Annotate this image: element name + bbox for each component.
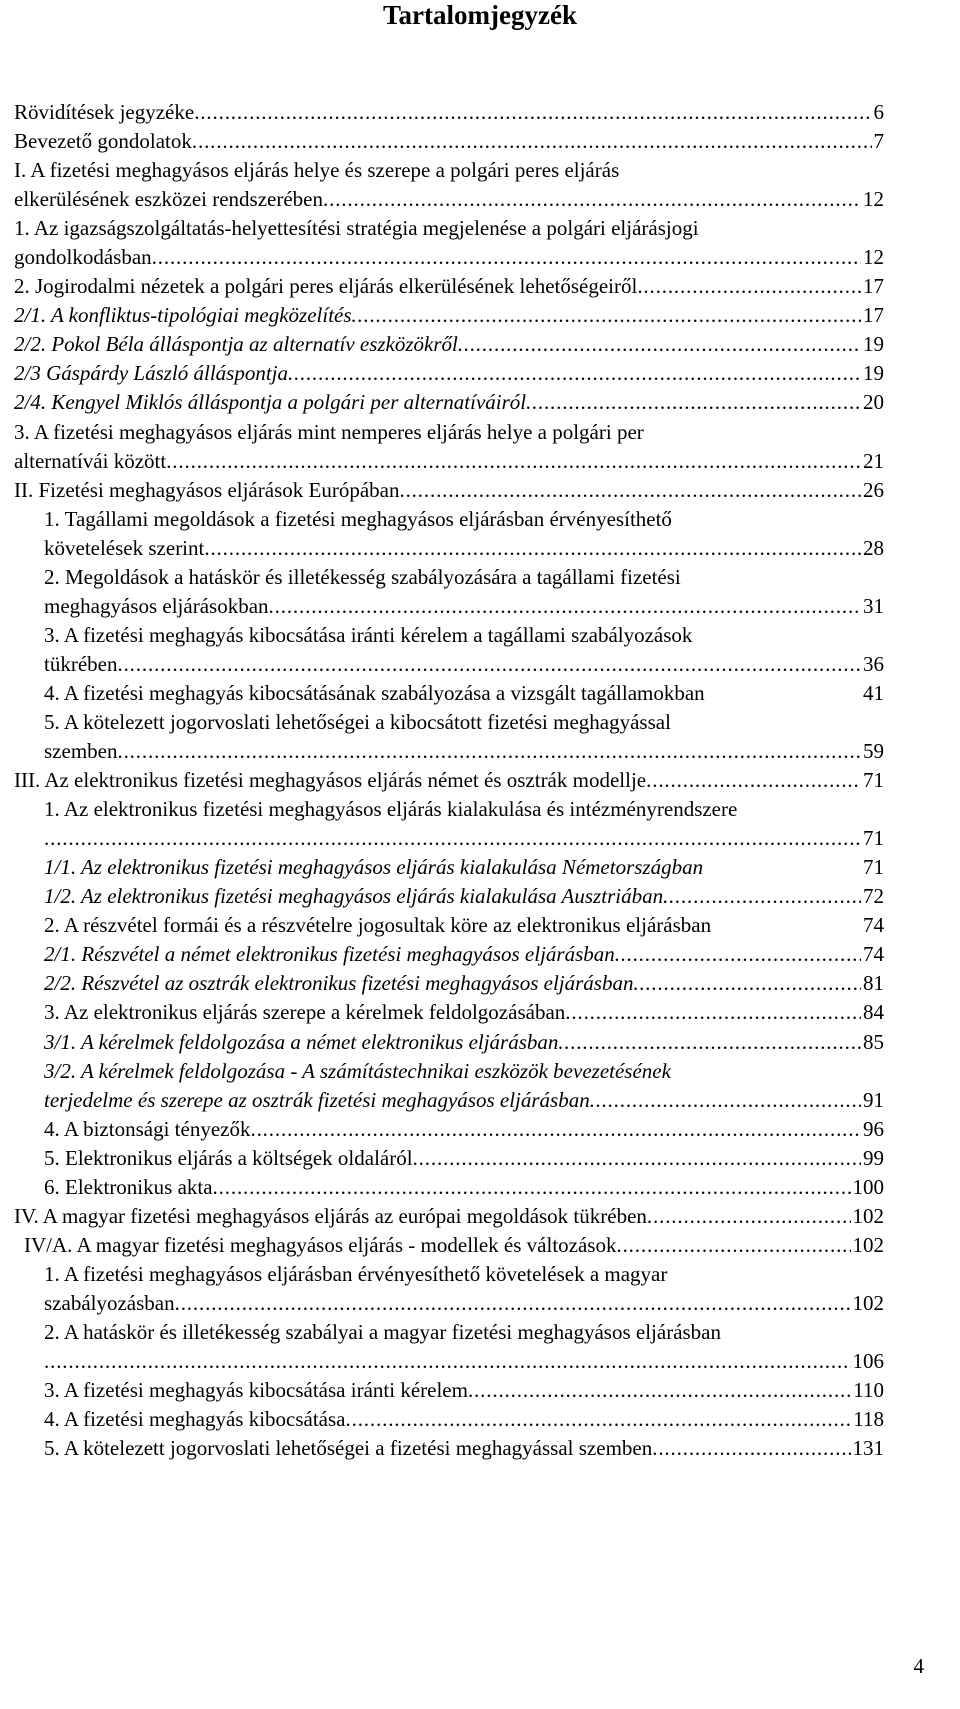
toc-entry[interactable] <box>14 1376 884 1405</box>
toc-page-number: 84 <box>863 1000 884 1025</box>
toc-entry[interactable] <box>14 1434 884 1463</box>
toc-page-number: 106 <box>852 1349 884 1374</box>
toc-leader-dots <box>346 1405 852 1434</box>
toc-entry[interactable] <box>14 1115 884 1144</box>
toc-entry-line <box>14 1405 884 1434</box>
toc-entry-title: tükrében <box>44 651 118 676</box>
toc-entry-title: 1. Az igazságszolgáltatás-helyettesítési stratégia megjelenése a polgári eljárásjogi <box>14 216 699 241</box>
toc-page-number: 102 <box>852 1290 884 1315</box>
toc-entry-line <box>14 1202 884 1231</box>
toc-entry-line <box>14 766 884 795</box>
toc-leader-dots <box>565 998 861 1027</box>
toc-entry-title: meghagyásos eljárásokban <box>44 593 269 618</box>
toc-entry-line <box>14 853 884 882</box>
toc-entry-title: elkerülésének eszközei rendszerében <box>14 187 323 212</box>
toc-leader-dots <box>192 127 872 156</box>
toc-page-number: 7 <box>873 129 884 154</box>
toc-entry-title: 2. A részvétel formái és a részvételre jogosultak köre az elektronikus eljárásban <box>44 913 712 938</box>
toc-entry-line <box>14 1231 884 1260</box>
toc-entry-title: I. A fizetési meghagyásos eljárás helye és szerepe a polgári peres eljárás <box>14 158 620 183</box>
toc-page-number: 71 <box>863 768 884 793</box>
toc-entry-line <box>14 272 884 301</box>
toc-leader-dots <box>633 969 861 998</box>
toc-entry-title: 5. A kötelezett jogorvoslati lehetőségei a kibocsátott fizetési meghagyással <box>44 709 671 734</box>
toc-page-number: 20 <box>863 390 884 415</box>
toc-entry-title: 2/1. A konfliktus-tipológiai megközelítés <box>14 303 352 328</box>
toc-leader-dots <box>468 1376 851 1405</box>
toc-entry-line <box>14 98 884 127</box>
toc-entry[interactable] <box>14 214 884 272</box>
toc-entry[interactable] <box>14 1202 884 1231</box>
page-number: 4 <box>913 1654 924 1678</box>
toc-entry-title: 1. Az elektronikus fizetési meghagyásos eljárás kialakulása és intézményrendszere <box>44 797 738 822</box>
toc-leader-dots <box>204 534 861 563</box>
toc-leader-dots <box>269 592 861 621</box>
toc-leader-dots <box>526 388 861 417</box>
toc-entry-title: 2/2. Pokol Béla álláspontja az alternatív eszközökről <box>14 332 458 357</box>
toc-entry-title: terjedelme és szerepe az osztrák fizetési meghagyásos eljárásban <box>44 1087 590 1112</box>
toc-entry-line <box>14 1115 884 1144</box>
toc-page-number: 102 <box>852 1232 884 1257</box>
toc-entry-title: 2. Jogirodalmi nézetek a polgári peres eljárás elkerülésének lehetőségeiről <box>14 274 638 299</box>
toc-leader-dots <box>615 940 861 969</box>
toc-entry[interactable] <box>14 1144 884 1173</box>
toc-page-number: 17 <box>863 303 884 328</box>
toc-entry-title: gondolkodásban <box>14 245 152 270</box>
toc-leader-dots <box>152 243 861 272</box>
toc-entry-line <box>14 418 884 447</box>
toc-leader-dots <box>288 359 861 388</box>
toc-entry-line <box>14 301 884 330</box>
toc-entry-line <box>14 1347 884 1376</box>
table-of-contents <box>14 98 884 1463</box>
toc-entry[interactable] <box>14 1057 884 1115</box>
toc-entry[interactable] <box>14 301 884 330</box>
toc-entry-title: 3. A fizetési meghagyás kibocsátása iránti kérelem <box>44 1378 468 1403</box>
toc-entry-title: IV. A magyar fizetési meghagyásos eljárás az európai megoldások tükrében <box>14 1203 647 1228</box>
toc-entry-line <box>14 505 884 534</box>
toc-entry-line <box>14 824 884 853</box>
toc-entry-title: 2. Megoldások a hatáskör és illetékesség szabályozására a tagállami fizetési <box>44 564 681 589</box>
toc-entry-line <box>14 969 884 998</box>
toc-entry[interactable] <box>14 940 884 969</box>
toc-leader-dots <box>250 1115 861 1144</box>
toc-entry[interactable] <box>14 998 884 1027</box>
toc-page-number: 74 <box>863 942 884 967</box>
toc-entry-title: Rövidítések jegyzéke <box>14 100 195 124</box>
toc-entry[interactable] <box>14 272 884 301</box>
toc-entry-line <box>14 1376 884 1405</box>
toc-entry-title: alternatívái között <box>14 448 167 473</box>
toc-entry[interactable] <box>14 1173 884 1202</box>
toc-page-number: 102 <box>852 1203 884 1228</box>
toc-entry[interactable] <box>14 969 884 998</box>
toc-leader-dots <box>352 301 861 330</box>
toc-page-number: 71 <box>863 855 884 880</box>
toc-entry-line <box>14 214 884 243</box>
toc-entry-line <box>14 998 884 1027</box>
toc-entry[interactable] <box>14 853 884 882</box>
toc-entry-title: 4. A fizetési meghagyás kibocsátásának szabályozása a vizsgált tagállamokban <box>44 680 705 705</box>
toc-entry-line <box>14 447 884 476</box>
toc-entry-line <box>14 679 884 708</box>
toc-entry-title: II. Fizetési meghagyásos eljárások Európában <box>14 477 400 502</box>
toc-page-number: 81 <box>863 971 884 996</box>
toc-entry-title: 1. Tagállami megoldások a fizetési meghagyásos eljárásban érvényesíthető <box>44 506 672 531</box>
toc-entry[interactable] <box>14 679 884 708</box>
toc-page-number: 100 <box>852 1174 884 1199</box>
toc-entry-title: 5. A kötelezett jogorvoslati lehetőségei a fizetési meghagyással szemben <box>44 1436 653 1461</box>
toc-page-number: 71 <box>863 826 884 851</box>
toc-entry-line <box>14 1144 884 1173</box>
toc-entry-line <box>14 621 884 650</box>
toc-entry-title: 1. A fizetési meghagyásos eljárásban érvényesíthető követelések a magyar <box>44 1261 668 1286</box>
toc-leader-dots <box>399 476 861 505</box>
toc-page-number: 12 <box>863 187 884 212</box>
toc-page-number: 74 <box>863 913 884 938</box>
toc-page-number: 21 <box>863 448 884 473</box>
toc-page-number: 19 <box>863 361 884 386</box>
toc-entry[interactable] <box>14 418 884 476</box>
toc-entry-line <box>14 1260 884 1289</box>
toc-entry-line <box>14 1057 884 1086</box>
toc-entry-title: szemben <box>44 739 118 764</box>
toc-entry-line <box>14 940 884 969</box>
toc-entry-line <box>14 882 884 911</box>
toc-page-number: 131 <box>852 1436 884 1461</box>
toc-entry-title: IV/A. A magyar fizetési meghagyásos eljárás - modellek és változások <box>24 1232 617 1257</box>
toc-leader-dots <box>413 1144 861 1173</box>
toc-entry-title: 1/2. Az elektronikus fizetési meghagyásos eljárás kialakulása Ausztriában <box>44 884 664 909</box>
toc-page-number: 28 <box>863 535 884 560</box>
toc-leader-dots <box>117 737 861 766</box>
toc-leader-dots <box>213 1173 851 1202</box>
toc-entry-title: 3/1. A kérelmek feldolgozása a német elektronikus eljárásban <box>44 1029 559 1054</box>
toc-entry[interactable] <box>14 1231 884 1260</box>
toc-entry-title: 3. Az elektronikus eljárás szerepe a kérelmek feldolgozásában <box>44 1000 566 1025</box>
toc-entry-title: 3. A fizetési meghagyás kibocsátása iránti kérelem a tagállami szabályozások <box>44 622 693 647</box>
toc-entry-line <box>14 1173 884 1202</box>
toc-entry-title: 1/1. Az elektronikus fizetési meghagyásos eljárás kialakulása Németországban <box>44 855 704 880</box>
toc-page-number: 26 <box>863 477 884 502</box>
toc-entry-title: 3. A fizetési meghagyásos eljárás mint nemperes eljárás helye a polgári per <box>14 419 644 444</box>
toc-entry-title: szabályozásban <box>44 1290 175 1315</box>
toc-page-number: 96 <box>863 1116 884 1141</box>
toc-entry[interactable] <box>14 1260 884 1318</box>
toc-entry-line <box>14 1318 884 1347</box>
toc-entry-line <box>14 476 884 505</box>
toc-leader-dots <box>646 766 861 795</box>
toc-page-number: 59 <box>863 739 884 764</box>
toc-page-number: 31 <box>863 593 884 618</box>
toc-page-number: 19 <box>863 332 884 357</box>
toc-entry[interactable] <box>14 563 884 621</box>
toc-entry[interactable] <box>14 98 884 127</box>
toc-entry-title: 2. A hatáskör és illetékesség szabályai a magyar fizetési meghagyásos eljárásban <box>44 1319 722 1344</box>
toc-entry[interactable] <box>14 359 884 388</box>
toc-entry-title: 3/2. A kérelmek feldolgozása - A számítástechnikai eszközök bevezetésének <box>44 1058 671 1083</box>
toc-entry-line <box>14 1028 884 1057</box>
toc-leader-dots <box>558 1028 861 1057</box>
toc-page-number: 12 <box>863 245 884 270</box>
toc-entry[interactable] <box>14 1028 884 1057</box>
toc-leader-dots <box>458 330 861 359</box>
toc-entry-line <box>14 127 884 156</box>
toc-entry[interactable] <box>14 1318 884 1376</box>
toc-entry[interactable] <box>14 621 884 679</box>
toc-leader-dots <box>637 272 861 301</box>
toc-entry-title: követelések szerint <box>44 535 205 560</box>
toc-page-number: 72 <box>863 884 884 909</box>
toc-entry[interactable] <box>14 1405 884 1434</box>
toc-page-number: 110 <box>853 1378 884 1403</box>
toc-page-number: 99 <box>863 1145 884 1170</box>
toc-leader-dots <box>44 824 861 853</box>
toc-entry[interactable] <box>14 476 884 505</box>
toc-entry[interactable] <box>14 766 884 795</box>
toc-page-number: 17 <box>863 274 884 299</box>
toc-leader-dots <box>323 185 861 214</box>
toc-entry-line <box>14 708 884 737</box>
toc-entry-line <box>14 1086 884 1115</box>
toc-entry-title: III. Az elektronikus fizetési meghagyásos eljárás német és osztrák modellje <box>14 768 647 793</box>
toc-leader-dots <box>647 1202 851 1231</box>
toc-entry-line <box>14 156 884 185</box>
toc-leader-dots <box>175 1289 851 1318</box>
toc-page-number: 118 <box>853 1407 884 1432</box>
toc-entry-line <box>14 330 884 359</box>
toc-entry-line <box>14 1434 884 1463</box>
toc-entry-line <box>14 563 884 592</box>
toc-entry[interactable] <box>14 911 884 940</box>
toc-entry[interactable] <box>14 795 884 853</box>
toc-entry-title: 6. Elektronikus akta <box>44 1174 213 1199</box>
toc-entry-title: 2/1. Részvétel a német elektronikus fizetési meghagyásos eljárásban <box>44 942 615 967</box>
toc-entry-line <box>14 1289 884 1318</box>
toc-leader-dots <box>44 1347 851 1376</box>
toc-leader-dots <box>590 1086 861 1115</box>
toc-leader-dots <box>652 1434 850 1463</box>
toc-page-number: 91 <box>863 1087 884 1112</box>
toc-entry-line <box>14 388 884 417</box>
toc-entry[interactable] <box>14 156 884 214</box>
toc-entry-title: 2/2. Részvétel az osztrák elektronikus fizetési meghagyásos eljárásban <box>44 971 634 996</box>
toc-leader-dots <box>194 98 871 127</box>
toc-entry-line <box>14 795 884 824</box>
toc-entry[interactable] <box>14 505 884 563</box>
toc-leader-dots <box>166 447 861 476</box>
toc-entry[interactable] <box>14 708 884 766</box>
toc-page-number: 41 <box>863 680 884 705</box>
toc-entry[interactable] <box>14 127 884 156</box>
toc-leader-dots <box>117 650 861 679</box>
page-title: Tartalomjegyzék <box>383 0 577 30</box>
toc-entry-title: 2/3 Gáspárdy László álláspontja <box>14 361 289 386</box>
toc-entry-line <box>14 243 884 272</box>
toc-entry-line <box>14 359 884 388</box>
toc-entry-line <box>14 737 884 766</box>
toc-leader-dots <box>663 882 861 911</box>
toc-entry-title: 4. A fizetési meghagyás kibocsátása <box>44 1407 346 1432</box>
toc-entry-line <box>14 592 884 621</box>
toc-leader-dots <box>616 1231 850 1260</box>
toc-entry-title: 5. Elektronikus eljárás a költségek oldaláról <box>44 1145 413 1170</box>
toc-entry[interactable] <box>14 882 884 911</box>
toc-entry[interactable] <box>14 388 884 417</box>
toc-entry-line <box>14 185 884 214</box>
toc-entry-line <box>14 650 884 679</box>
toc-entry-title: Bevezető gondolatok <box>14 129 192 154</box>
toc-entry-line <box>14 534 884 563</box>
toc-entry[interactable] <box>14 330 884 359</box>
toc-page-number: 85 <box>863 1029 884 1054</box>
toc-page-number: 36 <box>863 651 884 676</box>
toc-entry-title: 2/4. Kengyel Miklós álláspontja a polgári per alternatíváiról <box>14 390 527 415</box>
toc-entry-title: 4. A biztonsági tényezők <box>44 1116 251 1141</box>
toc-entry-line <box>14 911 884 940</box>
toc-page-number: 6 <box>873 100 884 124</box>
